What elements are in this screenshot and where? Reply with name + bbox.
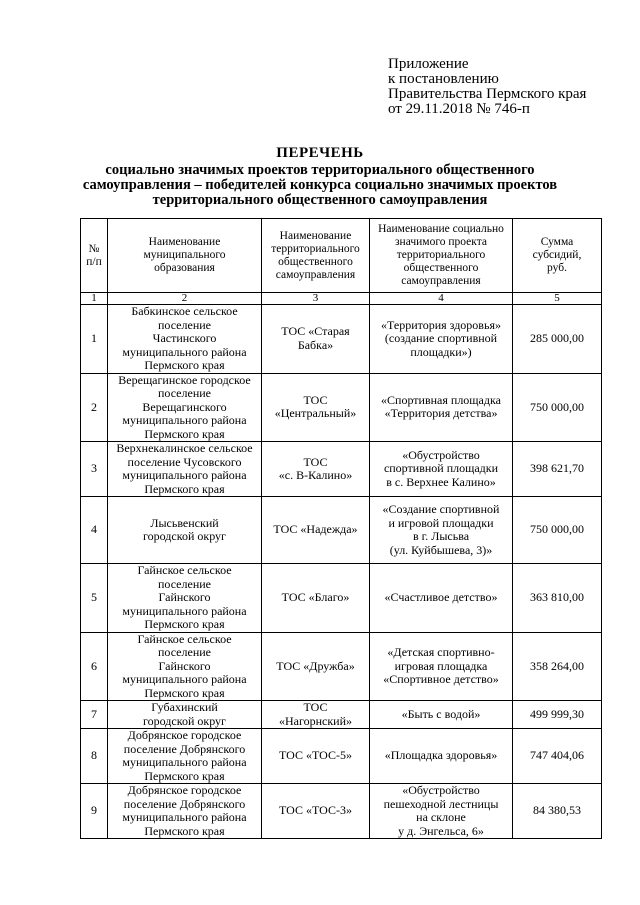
row-project: «Детская спортивно- игровая площадка «Спортивное детство» [370,632,513,701]
row-municipality: Бабкинское сельское поселение Частинского муниципального района Пермского края [108,305,262,374]
row-amount: 499 999,30 [513,701,602,729]
header-num: № п/п [81,219,108,293]
table-column-index-row [81,293,602,305]
appendix-line: к постановлению [388,71,499,87]
row-amount: 747 404,06 [513,729,602,784]
subtitle-line: территориального общественного самоуправления [152,192,488,208]
row-tos: ТОС «Центральный» [262,373,370,442]
table-row [81,442,602,497]
row-project: «Счастливое детство» [370,564,513,633]
row-tos: ТОС «с. В-Калино» [262,442,370,497]
row-tos: ТОС «Благо» [262,564,370,633]
column-index: 5 [513,293,602,305]
row-tos: ТОС «Нагорнский» [262,701,370,729]
table-row [81,305,602,374]
row-municipality: Верещагинское городское поселение Верещагинского муниципального района Пермского края [108,373,262,442]
row-project: «Площадка здоровья» [370,729,513,784]
row-num: 3 [81,442,108,497]
appendix-note [388,57,586,117]
table-row [81,373,602,442]
row-tos: ТОС «ТОС-3» [262,784,370,839]
document-title: ПЕРЕЧЕНЬ [276,145,364,161]
table-row [81,564,602,633]
row-num: 2 [81,373,108,442]
appendix-line: от 29.11.2018 № 746-п [388,101,530,117]
document-subtitle [0,163,640,208]
row-municipality: Добрянское городское поселение Добрянского муниципального района Пермского края [108,729,262,784]
row-project: «Создание спортивной и игровой площадки в г. Лысьва (ул. Куйбышева, 3)» [370,497,513,564]
row-tos: ТОС «Надежда» [262,497,370,564]
row-num: 1 [81,305,108,374]
table-row [81,497,602,564]
table-row [81,701,602,729]
row-amount: 285 000,00 [513,305,602,374]
row-project: «Обустройство спортивной площадки в с. Верхнее Калино» [370,442,513,497]
row-num: 4 [81,497,108,564]
row-municipality: Лысьвенский городской округ [108,497,262,564]
row-municipality: Верхнекалинское сельское поселение Чусовского муниципального района Пермского края [108,442,262,497]
column-index: 1 [81,293,108,305]
row-municipality: Губахинский городской округ [108,701,262,729]
row-tos: ТОС «Дружба» [262,632,370,701]
row-num: 9 [81,784,108,839]
appendix-line: Правительства Пермского края [388,86,587,102]
row-municipality: Гайнское сельское поселение Гайнского муниципального района Пермского края [108,632,262,701]
table-header-row [81,219,602,293]
subtitle-line: самоуправления – победителей конкурса социально значимых проектов [82,177,558,193]
row-amount: 358 264,00 [513,632,602,701]
row-municipality: Гайнское сельское поселение Гайнского муниципального района Пермского края [108,564,262,633]
table-row [81,784,602,839]
row-project: «Быть с водой» [370,701,513,729]
column-index: 3 [262,293,370,305]
appendix-line: Приложение [388,56,469,72]
row-num: 7 [81,701,108,729]
row-num: 5 [81,564,108,633]
row-project: «Обустройство пешеходной лестницы на склоне у д. Энгельса, 6» [370,784,513,839]
column-index: 4 [370,293,513,305]
row-amount: 750 000,00 [513,497,602,564]
row-tos: ТОС «ТОС-5» [262,729,370,784]
header-amount: Сумма субсидий, руб. [513,219,602,293]
header-project: Наименование социально значимого проекта территориального общественного самоуправления [370,219,513,293]
row-project: «Спортивная площадка «Территория детства» [370,373,513,442]
table-row [81,632,602,701]
row-num: 6 [81,632,108,701]
table-row [81,729,602,784]
header-municipality: Наименование муниципального образования [108,219,262,293]
row-amount: 398 621,70 [513,442,602,497]
row-project: «Территория здоровья» (создание спортивной площадки») [370,305,513,374]
header-tos: Наименование территориального общественного самоуправления [262,219,370,293]
row-num: 8 [81,729,108,784]
subtitle-line: социально значимых проектов территориального общественного [105,162,535,178]
row-amount: 363 810,00 [513,564,602,633]
column-index: 2 [108,293,262,305]
projects-table [80,218,602,839]
row-amount: 750 000,00 [513,373,602,442]
row-municipality: Добрянское городское поселение Добрянского муниципального района Пермского края [108,784,262,839]
row-amount: 84 380,53 [513,784,602,839]
row-tos: ТОС «Старая Бабка» [262,305,370,374]
